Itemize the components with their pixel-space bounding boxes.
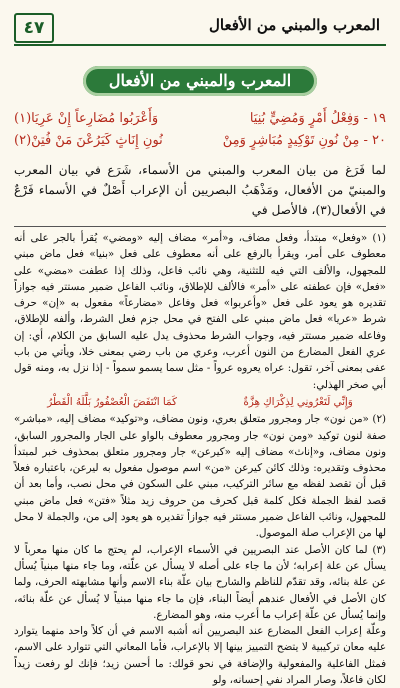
page-header bbox=[14, 10, 386, 44]
verse-20 bbox=[14, 130, 386, 152]
running-title: المعرب والمبني من الأفعال bbox=[209, 16, 380, 34]
page-number: ٤٧ bbox=[14, 13, 54, 43]
verse-19-first-hemistich: ١٩ - وَفِعْلُ أَمْرٍ وَمُضِيٍّ بُنِيَا bbox=[249, 111, 386, 126]
footnotes bbox=[14, 230, 386, 688]
header-rule bbox=[14, 44, 386, 46]
verse-19-second-hemistich: وَأَعْرَبُوا مُضَارِعاً إِنْ عَرِيَا(١) bbox=[14, 111, 159, 126]
poem-block bbox=[14, 108, 386, 154]
footnote-1: (١) «وفعل» مبتدأ، وفعل مضاف، و«أمر» مضاف إليه «ومضي» يُقرأ بالجر على أنه معطوف على أمر، ويقرأ بالرفع على أنه معطوف على فعل «بنيا» فعل ماض مبني للمجهول، والألف التي فيه للتثنية، وهي نائب فاعل، وذلك إذا عطفت «مضي» على «فعل» فإن عطفته على «أمر» فالألف للإطلاق، ونائب الفاعل ضمير مستتر فيه جوازاً تقديره هو يعود على فعل «وأعربوا» فعل وفاعل «مضارعاً» مفعول به «إن» حرف شرط «عريا» فعل ماض مبني على الفتح في محل جزم فعل الشرط، وألفه للإطلاق، وفاعله ضمير مستتر فيه، وجواب الشرط محذوف يدل عليه السابق من الكلام، أي: إن عري الفعل المضارع من النون أعرب، وعري من باب رضي بمعنى خلا، ويأتي من باب عفى بمعنى آخر، تقول: عراه يعروه عرواً - مثل سما يسمو سمواً - إذا نزل به، ومنه قول أبي صخر الهذلي: bbox=[14, 232, 386, 391]
footnote-3: (٣) لما كان الأصل عند البصريين في الأسماء الإعراب، لم يحتج ما كان منها معرباً لا يسأل عن علة إعرابه؛ لأن ما جاء على أصله لا يسأل عن علّته، وما جاء منها مبنياً يُسأل عن علة بنائه، وقد تقدّم للناظم والشارح بيان علّة بناء الاسم وأنها مشابهته الحرف، ولما كان الأصل في الأفعال عندهم أيضاً البناء، فإن ما جاء منها مبنياً لا يُسأل عن علّة بنائه، وإنما يُسأل عن علّة إعراب ما أعرب منه، وهو المضارع. bbox=[14, 543, 386, 621]
verse-19 bbox=[14, 108, 386, 130]
section-title: المعرب والمبني من الأفعال bbox=[83, 66, 317, 96]
footnote-divider bbox=[14, 226, 386, 227]
footnote-3-continuation: وعلّة إعراب الفعل المضارع عند البصريين أنه أشبه الاسم في أن كلاً واحد منهما يتوارد عليه معان تركيبية لا يتضح التمييز بينها إلا بالإعراب، فأما المعاني التي تتوارد على الاسم، فمثل الفاعلية والمفعولية والإضافة في نحو قولك: ما أحسن زيد؛ فإنك لو رفعت زيداً لكان فاعلاً، وصار المراد نفي إحسانه، ولو bbox=[14, 625, 386, 687]
footnote-poem-second: كَمَا انْتَفَضَ الْعُصْفُورُ بَلَّلَهُ الْقَطْرُ bbox=[47, 395, 177, 408]
verse-20-second-hemistich: نُونِ إِنَاثٍ كَيَرُعْنَ مَنْ فُتِنْ(٢) bbox=[14, 133, 163, 148]
footnote-poem-line bbox=[14, 393, 386, 411]
footnote-poem-first: وَإِنِّي لَتَعْرُونِي لِذِكْرَاكِ هِزَّةٌ bbox=[243, 395, 353, 408]
verse-20-first-hemistich: ٢٠ - مِنْ نُونِ تَوْكِيدٍ مُبَاشِرٍ وَمِنْ bbox=[222, 133, 386, 148]
body-paragraph: لما فَرَغ من بيان المعرب والمبني من الأسماء، شَرَع في بيان المعرب والمبنيّ من الأفعال، ومَذْهَبُ البصريين أن الإعراب أَصْلٌ في الأسماء فَرْعٌ في الأفعال(٣)، فالأصل في bbox=[14, 163, 386, 217]
footnote-2: (٢) «من نون» جار ومجرور متعلق بعري، ونون مضاف، و«توكيد» مضاف إليه، «مباشر» صفة لنون توكيد «ومن نون» جار ومجرور معطوف بالواو على الجار والمجرور السابق، ونون مضاف، و«إناث» مضاف إليه «كيرعن» جار ومجرور متعلق بمحذوف خبر لمبتدأ محذوف وتقديره: وذلك كائن كيرعن «من» اسم موصول مفعول به ليرعن، باعتباره فعلاً قبل أن تقصد لفظه مع سائر التركيب، مبني على السكون في محل نصب، وأما بعد أن قصد لفظ الجملة فكل كلمة قبل كحرف من حروف زيد مثلاً «فتن» فعل ماض مبني للمجهول، ونائب الفاعل ضمير مستتر فيه جوازاً تقديره هو يعود إلى من، والجملة لا محل لها من الإعراب صلة الموصول. bbox=[14, 413, 386, 540]
section-title-wrap bbox=[0, 66, 400, 96]
